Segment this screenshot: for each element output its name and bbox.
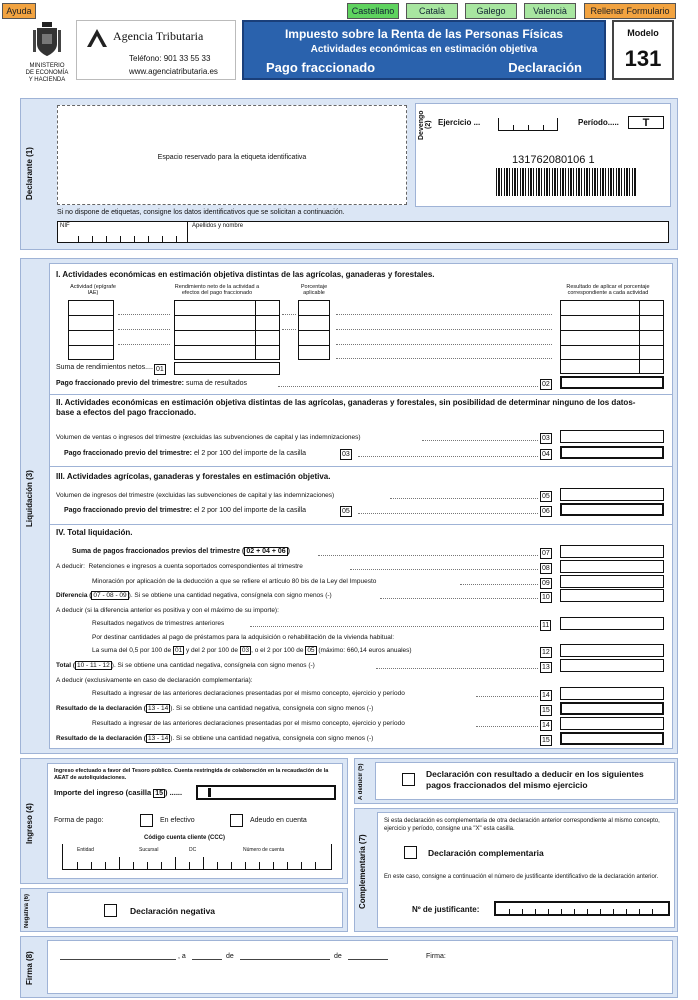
negativa-section (20, 888, 348, 932)
title-pago: Pago fraccionado (266, 60, 376, 75)
box-07-label: 07 (542, 550, 550, 557)
box-12-field[interactable] (560, 644, 664, 657)
box-09-label: 09 (542, 580, 550, 587)
ingreso-label: Ingreso (4) (25, 803, 34, 845)
box-13-label: 13 (542, 664, 550, 671)
importe-field[interactable] (196, 785, 336, 800)
box-15-label: 15 (542, 707, 550, 714)
declarante-label: Declarante (1) (25, 147, 34, 201)
box-06-field[interactable] (560, 503, 664, 516)
box-03-field[interactable] (560, 430, 664, 443)
box-04-field[interactable] (560, 446, 664, 459)
liquidacion-body (49, 263, 673, 749)
suma-05-row: La suma del 0,5 por 100 de 01 y del 2 por 100 de 03 , o el 2 por 100 de 05 (máximo: 660,14 euros anuales) (92, 647, 412, 654)
col-actividad: Actividad (epígrafe IAE) (70, 284, 116, 296)
a-deducir-checkbox[interactable] (402, 773, 415, 786)
model-box (612, 20, 674, 80)
box-05-label: 05 (542, 493, 550, 500)
resultado-ingresar-label: Resultado a ingresar de las anteriores declaraciones presentadas por el mismo concepto, ejercicio y período (92, 690, 405, 697)
col-resultado: Resultado de aplicar el porcentaje correspondiente a cada actividad (566, 284, 650, 296)
box-11-label: 11 (542, 622, 550, 629)
complementaria-note1: Si esta declaración es complementaria de otra declaración anterior correspondiente al mismo concepto, ejercicio y período, consigne una "X" esta casilla. (384, 818, 660, 832)
col-rendimiento: Rendimiento neto de la actividad a efectos del pago fraccionado (174, 284, 260, 296)
title-declaracion: Declaración (508, 60, 582, 75)
volumen-ingresos-label: Volumen de ingresos del trimestre (excluidas las subvenciones de capital y las indemnizaciones) (56, 492, 335, 499)
negativa-body (47, 892, 343, 928)
label-space-text: Espacio reservado para la etiqueta identificativa (157, 154, 307, 161)
ingreso-section (20, 758, 348, 884)
agency-web: www.agenciatributaria.es (129, 67, 218, 76)
identification-row (57, 221, 669, 243)
s2-title: II. Actividades económicas en estimación objetiva distintas de las agrícolas, ganaderas y forestales, sin posibilidad de determinar ninguno de los datos-base a efectos del pago fraccionado. (56, 398, 636, 417)
periodo-label: Período..... (578, 118, 619, 127)
fill-form-button[interactable]: Rellenar Formulario (584, 3, 676, 19)
box-14-label-2: 14 (542, 722, 550, 729)
box-10-label: 10 (542, 594, 550, 601)
no-label-note: Si no dispone de etiquetas, consigne los datos identificativos que se solicitan a continuación. (57, 209, 345, 216)
ministry-name: MINISTERIO DE ECONOMÍA Y HACIENDA (25, 63, 69, 83)
justificante-label: Nº de justificante: (412, 905, 480, 914)
suma-pagos: Suma de pagos fraccionados previos del trimestre ( 02 + 04 + 06 ) (72, 548, 291, 555)
ingreso-note: Ingreso efectuado a favor del Tesoro público. Cuenta restringida de colaboración en la recaudación de la AEAT de autoliquidaciones. (54, 768, 329, 781)
box-11-field[interactable] (560, 617, 664, 630)
title-main: Impuesto sobre la Renta de las Personas Físicas (284, 27, 564, 41)
ejercicio-field[interactable] (498, 118, 558, 131)
label-area (57, 105, 407, 205)
resultado-decl-row-2: Resultado de la declaración ( 13 - 14 ). Si se obtiene una cantidad negativa, consígnela con signo menos (-) (56, 735, 374, 742)
s1-title: I. Actividades económicas en estimación objetiva distintas de las agrícolas, ganaderas y forestales. (56, 270, 435, 279)
lang-galego-button[interactable]: Galego (465, 3, 517, 19)
porcentaje-grid[interactable] (298, 300, 330, 360)
help-button[interactable]: Ayuda (2, 3, 36, 19)
box-10-field[interactable] (560, 589, 664, 602)
complementaria-body (377, 812, 675, 928)
pago-prev-2: Pago fraccionado previo del trimestre: el 2 por 100 del importe de la casilla (64, 450, 307, 457)
apellidos-label: Apellidos y nombre (192, 223, 244, 229)
box-05-field[interactable] (560, 488, 664, 501)
col-porcentaje: Porcentaje aplicable (300, 284, 328, 296)
resultado-decl-row: Resultado de la declaración ( 13 - 14 ). Si se obtiene una cantidad negativa, consígnela con signo menos (-) (56, 705, 374, 712)
complementaria-section (354, 808, 678, 932)
box-02-field[interactable] (560, 376, 664, 389)
complementaria-text: Declaración complementaria (428, 848, 544, 858)
actividad-grid[interactable] (68, 300, 114, 360)
box-14-field-2[interactable] (560, 717, 664, 730)
box-14-field[interactable] (560, 687, 664, 700)
a-deducir-label: A deducir (5) (358, 763, 364, 801)
firma-label: Firma (8) (25, 951, 34, 985)
devengo-label: Devengo (2) (418, 110, 432, 140)
negativa-label: Negativa (6) (24, 894, 30, 929)
model-label: Modelo (627, 28, 659, 38)
box-03-label: 03 (542, 435, 550, 442)
box-08-field[interactable] (560, 560, 664, 573)
box-14-label: 14 (542, 692, 550, 699)
box-08-label: 08 (542, 565, 550, 572)
importe-row: Importe del ingreso (casilla 15 ) ...... (54, 788, 183, 797)
complementaria-label: Complementaria (7) (358, 834, 367, 910)
resultado-grid[interactable] (560, 300, 664, 374)
a-deducir-3: A deducir (exclusivamente en caso de declaración complementaria): (56, 677, 253, 684)
negativa-checkbox[interactable] (104, 904, 117, 917)
box-12-label: 12 (542, 649, 550, 656)
volumen-ventas-label: Volumen de ventas o ingresos del trimestre (excluidas las subvenciones de capital y las indemnizaciones) (56, 434, 361, 441)
nif-label: NIF (60, 223, 70, 229)
total-row: Total ( 10 - 11 - 12 ). Si se obtiene una cantidad negativa, consígnela con signo menos (-) (56, 662, 315, 669)
complementaria-note2: En este caso, consigne a continuación el número de justificante identificativo de la declaración anterior. (384, 874, 659, 880)
firma-signature-label: Firma: (426, 953, 446, 960)
negativa-text: Declaración negativa (130, 906, 216, 916)
a-deducir-body (375, 762, 675, 800)
box-06-label: 06 (542, 508, 550, 515)
firma-de1: de (226, 953, 234, 960)
adeudo-checkbox[interactable] (230, 814, 243, 827)
title-sub: Actividades económicas en estimación objetiva (310, 44, 538, 55)
s4-title: IV. Total liquidación. (56, 528, 133, 537)
coat-of-arms-icon (30, 20, 64, 62)
box-02-label: 02 (542, 381, 550, 388)
ejercicio-label: Ejercicio ... (438, 118, 481, 127)
a-deducir-2: A deducir (si la diferencia anterior es positiva y con el máximo de su importe): (56, 607, 279, 614)
agency-logo-icon (85, 27, 109, 49)
diferencia-row: Diferencia ( 07 - 08 - 09 ). Si se obtiene una cantidad negativa, consígnela con signo menos (-) (56, 592, 332, 599)
rendimiento-grid[interactable] (174, 300, 280, 360)
efectivo-label: En efectivo (160, 817, 195, 824)
nif-field[interactable] (58, 222, 188, 242)
box-05-ref: 05 (342, 508, 350, 515)
s3-title: III. Actividades agrícolas, ganaderas y forestales en estimación objetiva. (56, 472, 331, 481)
forma-pago-label: Forma de pago: (54, 817, 104, 824)
firma-a: , a (178, 953, 186, 960)
box-09-field[interactable] (560, 575, 664, 588)
box-03-ref: 03 (342, 451, 350, 458)
box-15-label-2: 15 (542, 737, 550, 744)
lang-catala-button[interactable]: Català (406, 3, 458, 19)
model-number: 131 (624, 46, 662, 71)
agency-header (76, 20, 236, 80)
firma-section (20, 936, 678, 998)
lang-valencia-button[interactable]: Valencià (524, 3, 576, 19)
ingreso-body (47, 763, 343, 879)
resultados-neg-label: Resultados negativos de trimestres anteriores (92, 620, 225, 627)
resultado-ingresar-label-2: Resultado a ingresar de las anteriores declaraciones presentadas por el mismo concepto, ejercicio y período (92, 720, 405, 727)
ccc-label: Código cuenta cliente (CCC) (144, 835, 226, 841)
box-01-field[interactable] (174, 362, 280, 375)
box-04-label: 04 (542, 451, 550, 458)
liquidacion-label: Liquidación (3) (25, 470, 34, 528)
form-title-banner (242, 20, 606, 80)
agency-name: Agencia Tributaria (113, 29, 204, 43)
firma-de2: de (334, 953, 342, 960)
liquidacion-section (20, 258, 678, 754)
complementaria-checkbox[interactable] (404, 846, 417, 859)
agency-phone: Teléfono: 901 33 55 33 (129, 54, 211, 63)
adeudo-label: Adeudo en cuenta (250, 817, 307, 824)
firma-body (47, 940, 673, 994)
declarante-section (20, 98, 678, 250)
lang-castellano-button[interactable]: Castellano (347, 3, 399, 19)
periodo-field[interactable]: T (628, 116, 664, 129)
retenciones-row: A deducir: Retenciones e ingresos a cuenta soportados correspondientes al trimestre (56, 563, 303, 570)
barcode-number: 131762080106 1 (512, 154, 595, 166)
barcode (496, 168, 636, 196)
box-15-field-2[interactable] (560, 732, 664, 745)
a-deducir-section (354, 758, 678, 804)
box-07-field[interactable] (560, 545, 664, 558)
pago-prev-1: Pago fraccionado previo del trimestre: suma de resultados (56, 380, 248, 387)
pago-prev-3: Pago fraccionado previo del trimestre: el 2 por 100 del importe de la casilla (64, 507, 307, 514)
suma-rend-label: Suma de rendimientos netos.... (56, 364, 153, 371)
por-destinar-label: Por destinar cantidades al pago de préstamos para la adquisición o rehabilitación de la vivienda habitual: (92, 634, 395, 641)
a-deducir-text: Declaración con resultado a deducir en los siguientes pagos fraccionados del mismo ejercicio (426, 769, 644, 790)
efectivo-checkbox[interactable] (140, 814, 153, 827)
box-01-label: 01 (156, 366, 164, 373)
justificante-field[interactable] (494, 901, 670, 916)
box-15-field[interactable] (560, 702, 664, 715)
minoracion-label: Minoración por aplicación de la deducción a que se refiere el artículo 80 bis de la Ley del Impuesto (92, 578, 377, 585)
ccc-field[interactable]: Entidad Sucursal DC Número de cuenta (62, 844, 332, 870)
box-13-field[interactable] (560, 659, 664, 672)
devengo-area (415, 103, 671, 207)
